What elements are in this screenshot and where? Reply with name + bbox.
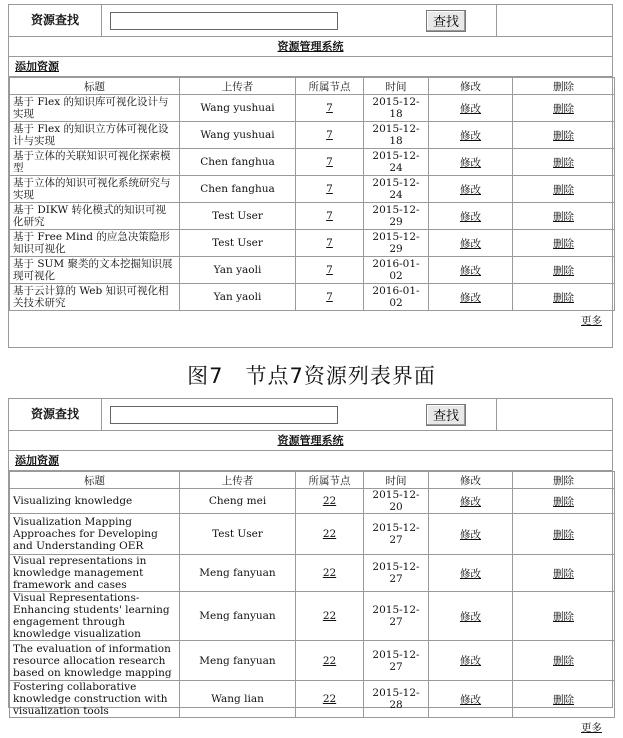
uploader-cell bbox=[180, 95, 296, 122]
resource-table bbox=[9, 471, 615, 718]
edit-link[interactable]: 修改 bbox=[460, 264, 481, 277]
uploader-cell bbox=[180, 284, 296, 311]
node-link[interactable]: 22 bbox=[322, 610, 337, 622]
date-cell bbox=[364, 514, 429, 555]
edit-cell bbox=[429, 149, 513, 176]
node-cell bbox=[296, 95, 364, 122]
edit-link[interactable]: 修改 bbox=[460, 528, 481, 541]
system-title[interactable]: 资源管理系统 bbox=[9, 431, 612, 451]
node-cell bbox=[296, 641, 364, 681]
node-cell bbox=[296, 514, 364, 555]
node-link[interactable]: 7 bbox=[326, 183, 333, 195]
node-cell bbox=[296, 149, 364, 176]
uploader-cell bbox=[180, 257, 296, 284]
node-link[interactable]: 7 bbox=[326, 264, 333, 276]
uploader-cell: Chen fanghua bbox=[200, 156, 275, 168]
edit-link[interactable]: 修改 bbox=[460, 102, 481, 115]
node-link[interactable]: 22 bbox=[322, 495, 337, 507]
date-cell bbox=[364, 641, 429, 681]
resource-title-cell: Visualization Mapping Approaches for Developing and Understanding OER bbox=[13, 516, 158, 552]
node-cell bbox=[296, 592, 364, 641]
node-link[interactable]: 22 bbox=[322, 693, 337, 705]
resource-title-cell: 基于 SUM 聚类的文本挖掘知识展现可视化 bbox=[13, 258, 173, 282]
edit-link[interactable]: 修改 bbox=[460, 237, 481, 250]
node-link[interactable]: 7 bbox=[326, 237, 333, 249]
node-cell bbox=[296, 230, 364, 257]
date-cell bbox=[364, 203, 429, 230]
node-link[interactable]: 22 bbox=[322, 528, 337, 540]
delete-link[interactable]: 删除 bbox=[553, 655, 574, 667]
date-cell bbox=[364, 149, 429, 176]
edit-cell bbox=[429, 95, 513, 122]
column-header-delete: 删除 bbox=[513, 78, 615, 95]
date-cell: 2015-12-29 bbox=[372, 231, 420, 255]
table-row bbox=[10, 203, 615, 230]
delete-cell bbox=[513, 149, 615, 176]
delete-cell bbox=[513, 122, 615, 149]
uploader-cell: Meng fanyuan bbox=[199, 610, 276, 622]
resource-title-cell: 基于 DIKW 转化模式的知识可视化研究 bbox=[13, 204, 167, 228]
date-cell bbox=[364, 489, 429, 514]
resource-title-cell: Visual Representations-Enhancing students' learning engagement through knowledge visualization bbox=[13, 592, 170, 640]
table-row bbox=[10, 514, 615, 555]
uploader-cell: Chen fanghua bbox=[200, 183, 275, 195]
edit-cell bbox=[429, 592, 513, 641]
table-row bbox=[10, 230, 615, 257]
table-row bbox=[10, 284, 615, 311]
date-cell: 2015-12-20 bbox=[372, 489, 420, 513]
resource-title-cell: 基于立体的关联知识可视化探索模型 bbox=[13, 150, 171, 174]
table-row bbox=[10, 257, 615, 284]
search-bar-spacer bbox=[496, 5, 612, 36]
date-cell bbox=[364, 176, 429, 203]
uploader-cell: Test User bbox=[212, 210, 263, 222]
uploader-cell: Yan yaoli bbox=[213, 264, 262, 276]
date-cell bbox=[364, 681, 429, 718]
node-cell bbox=[296, 203, 364, 230]
node-link[interactable]: 7 bbox=[326, 156, 333, 168]
date-cell: 2015-12-27 bbox=[372, 561, 420, 585]
column-header-node: 所属节点 bbox=[296, 78, 364, 95]
delete-link[interactable]: 删除 bbox=[553, 693, 574, 706]
edit-link[interactable]: 修改 bbox=[460, 693, 481, 706]
delete-link[interactable]: 删除 bbox=[553, 129, 574, 142]
resource-panel-node-22 bbox=[8, 398, 613, 734]
edit-link[interactable]: 修改 bbox=[460, 567, 481, 580]
resource-title-cell: Visualizing knowledge bbox=[13, 495, 133, 507]
uploader-cell bbox=[180, 203, 296, 230]
resource-title-cell: 基于 Free Mind 的应急决策隐形知识可视化 bbox=[13, 231, 170, 255]
edit-cell bbox=[429, 122, 513, 149]
delete-link[interactable]: 删除 bbox=[553, 183, 574, 196]
delete-link[interactable]: 删除 bbox=[553, 102, 574, 115]
resource-title-cell bbox=[10, 514, 180, 555]
edit-cell bbox=[429, 230, 513, 257]
search-input[interactable] bbox=[110, 406, 338, 424]
resource-title-cell: 基于 Flex 的知识立方体可视化设计与实现 bbox=[13, 123, 169, 147]
more-link[interactable]: 更多 bbox=[581, 722, 602, 734]
edit-link[interactable]: 修改 bbox=[460, 495, 481, 508]
search-input[interactable] bbox=[110, 12, 338, 30]
edit-link[interactable]: 修改 bbox=[460, 291, 481, 304]
uploader-cell: Wang lian bbox=[211, 693, 264, 705]
resource-title-cell bbox=[10, 489, 180, 514]
delete-link[interactable]: 删除 bbox=[553, 210, 574, 223]
column-header-edit: 修改 bbox=[429, 78, 513, 95]
delete-cell bbox=[513, 555, 615, 592]
more-link[interactable]: 更多 bbox=[581, 315, 602, 327]
node-cell bbox=[296, 489, 364, 514]
resource-title-cell: 基于立体的知识可视化系统研究与实现 bbox=[13, 177, 171, 201]
uploader-cell bbox=[180, 176, 296, 203]
uploader-cell bbox=[180, 149, 296, 176]
date-cell: 2016-01-02 bbox=[372, 258, 420, 282]
node-link[interactable]: 7 bbox=[326, 291, 333, 303]
resource-title-cell bbox=[10, 555, 180, 592]
delete-link[interactable]: 删除 bbox=[553, 528, 574, 541]
delete-cell bbox=[513, 203, 615, 230]
resource-table bbox=[9, 77, 615, 311]
search-bar bbox=[9, 5, 612, 37]
table-row bbox=[10, 641, 615, 681]
delete-link[interactable]: 删除 bbox=[553, 291, 574, 304]
column-header-date: 时间 bbox=[364, 472, 429, 489]
uploader-cell: Wang yushuai bbox=[200, 102, 275, 114]
node-link[interactable]: 7 bbox=[326, 102, 333, 114]
delete-link[interactable]: 删除 bbox=[553, 264, 574, 277]
delete-cell bbox=[513, 257, 615, 284]
uploader-cell: Meng fanyuan bbox=[199, 567, 276, 579]
search-label: 资源查找 bbox=[9, 5, 102, 36]
date-cell bbox=[364, 257, 429, 284]
edit-cell bbox=[429, 641, 513, 681]
uploader-cell: Test User bbox=[212, 528, 263, 540]
date-cell: 2016-01-02 bbox=[372, 285, 420, 309]
uploader-cell: Cheng mei bbox=[208, 495, 267, 507]
uploader-cell bbox=[180, 555, 296, 592]
edit-cell bbox=[429, 489, 513, 514]
edit-cell bbox=[429, 555, 513, 592]
delete-link[interactable]: 删除 bbox=[553, 610, 574, 623]
edit-link[interactable]: 修改 bbox=[460, 210, 481, 223]
uploader-cell bbox=[180, 592, 296, 641]
resource-title-cell bbox=[10, 95, 180, 122]
resource-title-cell bbox=[10, 203, 180, 230]
search-label: 资源查找 bbox=[9, 399, 102, 430]
edit-link[interactable]: 修改 bbox=[460, 156, 481, 169]
uploader-cell: Yan yaoli bbox=[213, 291, 262, 303]
delete-link[interactable]: 删除 bbox=[553, 495, 574, 508]
resource-title-cell bbox=[10, 230, 180, 257]
edit-link[interactable]: 修改 bbox=[460, 655, 481, 667]
delete-cell bbox=[513, 284, 615, 311]
delete-cell bbox=[513, 641, 615, 681]
resource-title-cell: 基于云计算的 Web 知识可视化相关技术研究 bbox=[13, 285, 169, 309]
table-row bbox=[10, 555, 615, 592]
node-cell bbox=[296, 257, 364, 284]
resource-title-cell bbox=[10, 641, 180, 681]
date-cell: 2015-12-27 bbox=[372, 604, 420, 628]
resource-title-cell bbox=[10, 122, 180, 149]
column-header-uploader: 上传者 bbox=[180, 78, 296, 95]
delete-cell bbox=[513, 489, 615, 514]
date-cell bbox=[364, 122, 429, 149]
uploader-cell bbox=[180, 641, 296, 681]
node-cell bbox=[296, 284, 364, 311]
table-row bbox=[10, 122, 615, 149]
delete-cell bbox=[513, 681, 615, 718]
date-cell bbox=[364, 284, 429, 311]
date-cell: 2015-12-18 bbox=[372, 96, 420, 120]
date-cell bbox=[364, 592, 429, 641]
node-link[interactable]: 22 bbox=[322, 654, 337, 667]
delete-cell bbox=[513, 176, 615, 203]
edit-link[interactable]: 修改 bbox=[460, 610, 481, 623]
table-row bbox=[10, 95, 615, 122]
add-resource-link[interactable]: 添加资源 bbox=[9, 57, 612, 77]
column-header-node: 所属节点 bbox=[296, 472, 364, 489]
node-link[interactable]: 7 bbox=[326, 210, 333, 222]
resource-title-cell: Fostering collaborative knowledge construction with visualization tools bbox=[13, 681, 168, 717]
table-header-row bbox=[10, 472, 615, 489]
search-button[interactable]: 查找 bbox=[426, 10, 466, 32]
date-cell: 2015-12-24 bbox=[372, 177, 420, 201]
date-cell: 2015-12-29 bbox=[372, 204, 420, 228]
uploader-cell: Test User bbox=[212, 237, 263, 249]
delete-cell bbox=[513, 514, 615, 555]
column-header-date: 时间 bbox=[364, 78, 429, 95]
node-cell bbox=[296, 555, 364, 592]
date-cell: 2015-12-28 bbox=[372, 687, 420, 711]
node-link[interactable]: 22 bbox=[322, 567, 337, 579]
resource-title-cell bbox=[10, 176, 180, 203]
resource-title-cell bbox=[10, 257, 180, 284]
add-resource-link[interactable]: 添加资源 bbox=[9, 451, 612, 471]
delete-link[interactable]: 删除 bbox=[553, 237, 574, 250]
figure-caption: 图7 节点7资源列表界面 bbox=[187, 364, 436, 388]
uploader-cell bbox=[180, 514, 296, 555]
date-cell: 2015-12-18 bbox=[372, 123, 420, 147]
date-cell bbox=[364, 95, 429, 122]
table-row bbox=[10, 592, 615, 641]
uploader-cell bbox=[180, 489, 296, 514]
edit-cell bbox=[429, 203, 513, 230]
edit-cell bbox=[429, 176, 513, 203]
edit-link[interactable]: 修改 bbox=[460, 183, 481, 196]
column-header-edit: 修改 bbox=[429, 472, 513, 489]
table-row bbox=[10, 489, 615, 514]
resource-title-cell: Visual representations in knowledge management framework and cases bbox=[13, 555, 147, 591]
search-bar-spacer bbox=[496, 399, 612, 430]
resource-title-cell bbox=[10, 681, 180, 718]
search-bar bbox=[9, 399, 612, 431]
resource-title-cell: The evaluation of information resource allocation research based on knowledge mapping bbox=[13, 642, 172, 679]
date-cell: 2015-12-24 bbox=[372, 150, 420, 174]
table-row bbox=[10, 176, 615, 203]
node-link[interactable]: 7 bbox=[326, 129, 333, 141]
resource-title-cell bbox=[10, 592, 180, 641]
date-cell: 2015-12-27 bbox=[372, 648, 420, 673]
edit-cell bbox=[429, 257, 513, 284]
edit-cell bbox=[429, 284, 513, 311]
uploader-cell: Wang yushuai bbox=[200, 129, 275, 141]
column-header-title: 标题 bbox=[10, 78, 180, 95]
table-header-row bbox=[10, 78, 615, 95]
node-cell bbox=[296, 122, 364, 149]
uploader-cell bbox=[180, 122, 296, 149]
edit-cell bbox=[429, 681, 513, 718]
delete-link[interactable]: 删除 bbox=[553, 156, 574, 169]
uploader-cell bbox=[180, 230, 296, 257]
edit-link[interactable]: 修改 bbox=[460, 129, 481, 142]
resource-panel-node-7 bbox=[8, 4, 613, 348]
resource-title-cell: 基于 Flex 的知识库可视化设计与实现 bbox=[13, 96, 169, 120]
table-row bbox=[10, 149, 615, 176]
node-cell bbox=[296, 681, 364, 718]
column-header-delete: 删除 bbox=[513, 472, 615, 489]
column-header-uploader: 上传者 bbox=[180, 472, 296, 489]
resource-title-cell bbox=[10, 284, 180, 311]
date-cell bbox=[364, 230, 429, 257]
uploader-cell bbox=[180, 681, 296, 718]
node-cell bbox=[296, 176, 364, 203]
uploader-cell: Meng fanyuan bbox=[199, 654, 276, 667]
table-row bbox=[10, 681, 615, 718]
column-header-title: 标题 bbox=[10, 472, 180, 489]
date-cell bbox=[364, 555, 429, 592]
date-cell: 2015-12-27 bbox=[372, 522, 420, 546]
delete-link[interactable]: 删除 bbox=[553, 567, 574, 580]
delete-cell bbox=[513, 592, 615, 641]
system-title[interactable]: 资源管理系统 bbox=[9, 37, 612, 57]
search-button[interactable]: 查找 bbox=[426, 404, 466, 426]
edit-cell bbox=[429, 514, 513, 555]
delete-cell bbox=[513, 230, 615, 257]
delete-cell bbox=[513, 95, 615, 122]
resource-title-cell bbox=[10, 149, 180, 176]
